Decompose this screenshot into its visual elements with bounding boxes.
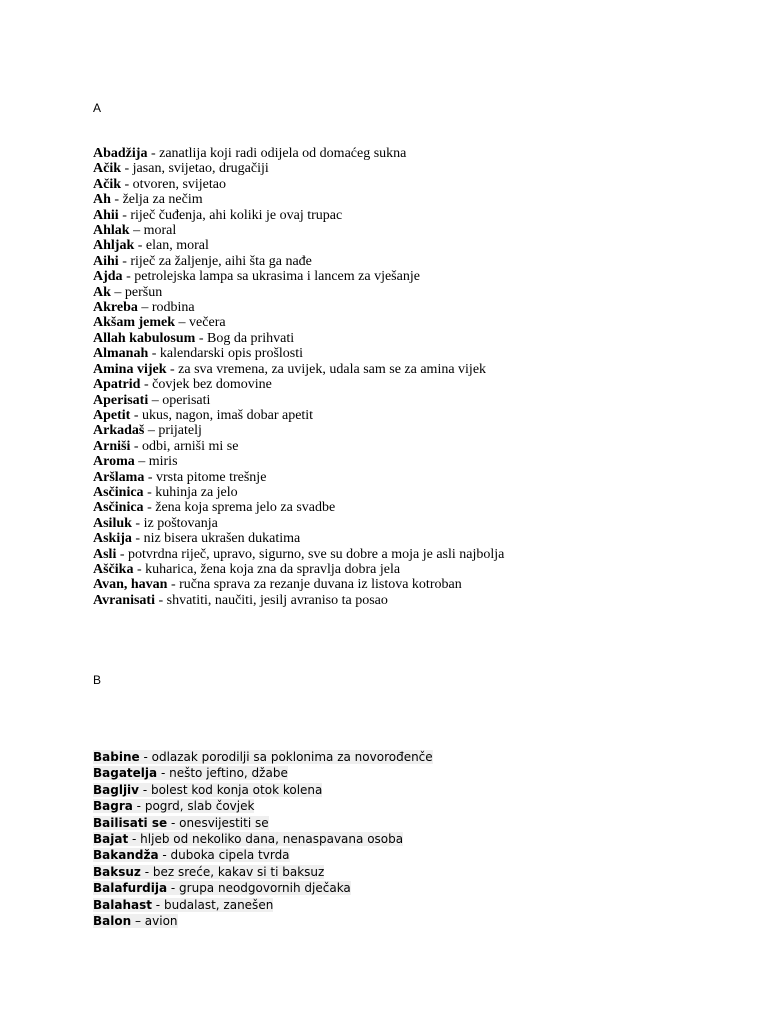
glossary-entry-text [93,285,162,300]
glossary-term: Aihi [93,253,119,269]
glossary-entry-text [93,914,178,928]
glossary-separator: - [167,577,180,593]
glossary-term: Ahljak [93,238,135,254]
glossary-entry-text [93,161,269,176]
glossary-entry [93,146,504,161]
glossary-entry-text [93,832,403,846]
glossary-term: Bailisati se [93,815,168,830]
glossary-separator: - [130,438,143,454]
glossary-separator: - [110,192,123,208]
glossary-definition: za sva vremena, za uvijek, udala sam se za amina vijek [178,361,487,377]
glossary-definition: riječ čuđenja, ahi koliki je ovaj trupac [130,207,343,223]
glossary-term: Abadžija [93,146,148,161]
glossary-term: Bagatelja [93,766,158,781]
glossary-term: Arkadaš [93,423,145,439]
glossary-term: Ajda [93,269,123,285]
glossary-separator: - [130,407,142,423]
glossary-entry [93,485,504,500]
glossary-separator: – [131,914,145,929]
glossary-definition: elan, moral [145,238,209,254]
glossary-term: Balahast [93,897,152,912]
glossary-definition: zanatlija koji radi odijela od domaćeg sukna [159,146,407,161]
glossary-entry-text [93,848,290,862]
glossary-entry-text [93,577,462,592]
glossary-entry [93,798,433,814]
glossary-term: Ahlak [93,223,130,239]
glossary-entry-text [93,300,195,315]
glossary-separator: - [143,484,156,500]
glossary-definition: bez sreće, kakav si ti baksuz [152,864,325,879]
glossary-term: Asiluk [93,515,132,531]
glossary-entry [93,847,433,863]
glossary-term: Amina vijek [93,361,167,377]
glossary-definition: kuhinja za jelo [155,484,238,500]
glossary-entry [93,880,433,896]
glossary-separator: - [143,500,156,516]
glossary-definition: peršun [124,284,163,300]
glossary-entry [93,897,433,913]
glossary-entry [93,208,504,223]
glossary-entry [93,377,504,392]
glossary-separator: - [139,782,151,797]
glossary-entry-text [93,516,218,531]
glossary-entry [93,315,504,330]
glossary-term: Ačik [93,176,121,192]
glossary-definition: bolest kod konja otok kolena [150,782,323,797]
glossary-entry-text [93,766,288,780]
glossary-term: Akreba [93,300,138,316]
glossary-separator: - [147,146,160,161]
glossary-definition: otvoren, svijetao [132,176,226,192]
glossary-entry [93,161,504,176]
glossary-entry-text [93,454,178,469]
glossary-separator: - [195,330,207,346]
glossary-entry [93,593,504,608]
glossary-separator: - [157,766,170,781]
glossary-definition: avion [144,914,178,929]
glossary-entry-text [93,362,486,377]
glossary-entry-text [93,470,266,485]
glossary-definition: operisati [162,392,211,408]
glossary-definition: budalast, zanešen [163,897,274,912]
glossary-entry-text [93,547,504,562]
glossary-term: Ahii [93,207,119,223]
glossary-definition: ukus, nagon, imaš dobar apetit [142,407,314,423]
glossary-entry [93,254,504,269]
glossary-separator: - [154,592,167,608]
glossary-term: Askija [93,531,132,547]
glossary-entry [93,393,504,408]
glossary-definition: miris [148,454,178,470]
glossary-entry-text [93,408,313,423]
glossary-definition: prijatelj [158,423,202,439]
glossary-definition: hljeb od nekoliko dana, nenaspavana osoba [140,832,404,847]
glossary-separator: - [167,881,180,896]
glossary-entry [93,547,504,562]
glossary-entry [93,300,504,315]
glossary-separator: - [134,238,146,254]
section-heading-b: B [93,673,102,687]
glossary-entry [93,577,504,592]
glossary-separator: - [121,176,133,192]
glossary-definition: potvrdna riječ, upravo, sigurno, sve su dobre a moja je asli najbolja [128,546,505,562]
glossary-separator: - [140,864,153,879]
glossary-entry-text [93,146,406,161]
glossary-entry [93,765,433,781]
glossary-separator: - [118,253,131,269]
glossary-term: Aršlama [93,469,145,485]
glossary-entry [93,331,504,346]
glossary-definition: onesvijestiti se [179,815,269,830]
glossary-definition: odlazak porodilji sa poklonima za novorođenče [151,750,433,764]
glossary-entry [93,269,504,284]
glossary-entry-text [93,485,238,500]
glossary-entry [93,177,504,192]
glossary-separator: - [116,546,129,562]
glossary-separator: - [158,848,171,863]
glossary-entry-text [93,750,433,764]
glossary-separator: - [167,815,180,830]
glossary-definition: kuharica, žena koja zna da spravlja dobra jela [145,561,401,577]
glossary-definition: želja za nečim [122,192,203,208]
glossary-entry-text [93,783,322,797]
glossary-separator: – [144,423,159,439]
glossary-definition: rodbina [151,300,195,316]
glossary-entry-text [93,531,300,546]
glossary-entry-text [93,593,388,608]
glossary-entry [93,531,504,546]
glossary-definition: vrsta pitome trešnje [156,469,267,485]
glossary-entry-text [93,816,269,830]
glossary-separator: - [151,897,164,912]
glossary-separator: - [144,469,156,485]
glossary-separator: - [139,750,152,764]
glossary-entry-text [93,865,324,879]
glossary-entry-text [93,423,202,438]
glossary-entry [93,831,433,847]
glossary-entry [93,192,504,207]
glossary-separator: - [118,207,131,223]
glossary-term: Asčinica [93,500,144,516]
glossary-definition: duboka cipela tvrda [170,848,290,863]
glossary-separator: – [137,300,152,316]
glossary-separator: - [122,269,135,285]
glossary-separator: - [166,361,179,377]
glossary-term: Almanah [93,346,149,362]
glossary-entry-text [93,500,335,515]
glossary-entry-text [93,254,312,269]
glossary-definition: iz poštovanja [143,515,218,531]
glossary-entry [93,516,504,531]
glossary-definition: jasan, svijetao, drugačiji [132,161,269,177]
glossary-separator: - [131,515,144,531]
glossary-entry [93,362,504,377]
glossary-term: Bajat [93,832,129,847]
glossary-separator: - [148,346,160,362]
glossary-term: Babine [93,750,140,764]
glossary-entry-text [93,881,351,895]
glossary-term: Bakandža [93,848,159,863]
glossary-term: Ah [93,192,111,208]
glossary-entry [93,815,433,831]
glossary-definition: kalendarski opis prošlosti [159,346,304,362]
glossary-term: Balafurdija [93,881,168,896]
glossary-term: Apatrid [93,377,141,393]
glossary-entry-text [93,562,400,577]
glossary-list-a [93,146,504,608]
section-heading-a: A [93,101,102,115]
glossary-separator: - [131,531,144,547]
glossary-term: Ak [93,284,111,300]
glossary-entry [93,913,433,929]
glossary-term: Apetit [93,407,131,423]
glossary-entry-text [93,439,238,454]
glossary-definition: pogrd, slab čovjek [144,799,255,814]
glossary-definition: shvatiti, naučiti, jesilj avraniso ta posao [166,592,388,608]
glossary-entry [93,470,504,485]
glossary-entry-text [93,799,254,813]
glossary-definition: žena koja sprema jelo za svadbe [155,500,336,516]
glossary-separator: – [129,223,144,239]
glossary-term: Asčinica [93,484,144,500]
glossary-entry-text [93,192,203,207]
glossary-entry [93,346,504,361]
glossary-separator: - [132,799,145,814]
glossary-definition: grupa neodgovornih dječaka [179,881,351,896]
glossary-term: Aperisati [93,392,149,408]
glossary-separator: – [148,392,163,408]
glossary-term: Bagra [93,799,133,814]
glossary-definition: petrolejska lampa sa ukrasima i lancem za vješanje [134,269,420,285]
glossary-term: Aroma [93,454,135,470]
glossary-separator: – [110,284,125,300]
glossary-definition: niz bisera ukrašen dukatima [143,531,301,547]
glossary-term: Avranisati [93,592,155,608]
glossary-definition: ručna sprava za rezanje duvana iz listova kotroban [179,577,462,593]
glossary-entry [93,454,504,469]
glossary-term: Avan, havan [93,577,168,593]
glossary-definition: večera [189,315,226,331]
glossary-definition: moral [143,223,177,239]
glossary-term: Ačik [93,161,121,177]
glossary-entry [93,500,504,515]
glossary-entry-text [93,315,226,330]
glossary-entry-text [93,223,176,238]
glossary-entry-text [93,393,210,408]
glossary-separator: – [175,315,190,331]
glossary-definition: čovjek bez domovine [152,377,272,393]
glossary-entry [93,782,433,798]
glossary-definition: Bog da prihvati [207,330,295,346]
glossary-entry-text [93,377,272,392]
glossary-term: Arniši [93,438,131,454]
glossary-term: Akšam jemek [93,315,176,331]
glossary-term: Allah kabulosum [93,330,196,346]
glossary-separator: - [121,161,133,177]
glossary-entry [93,864,433,880]
glossary-entry [93,423,504,438]
glossary-entry-text [93,238,209,253]
glossary-entry [93,223,504,238]
glossary-separator: - [128,832,141,847]
glossary-list-b [93,749,433,929]
glossary-entry [93,285,504,300]
glossary-entry [93,749,433,765]
glossary-entry [93,238,504,253]
glossary-entry [93,562,504,577]
glossary-definition: riječ za žaljenje, aihi šta ga nađe [130,253,312,269]
glossary-term: Baksuz [93,864,141,879]
glossary-entry [93,408,504,423]
glossary-entry-text [93,208,342,223]
glossary-separator: – [134,454,149,470]
glossary-entry [93,439,504,454]
glossary-term: Bagljiv [93,782,139,797]
glossary-definition: nešto jeftino, džabe [169,766,288,781]
glossary-definition: odbi, arniši mi se [142,438,239,454]
glossary-term: Aščika [93,561,134,577]
glossary-entry-text [93,177,226,192]
glossary-term: Asli [93,546,117,562]
glossary-entry-text [93,269,420,284]
glossary-entry-text [93,346,303,361]
glossary-entry-text [93,331,294,346]
glossary-separator: - [133,561,146,577]
glossary-separator: - [140,377,153,393]
glossary-term: Balon [93,914,132,929]
glossary-entry-text [93,898,273,912]
